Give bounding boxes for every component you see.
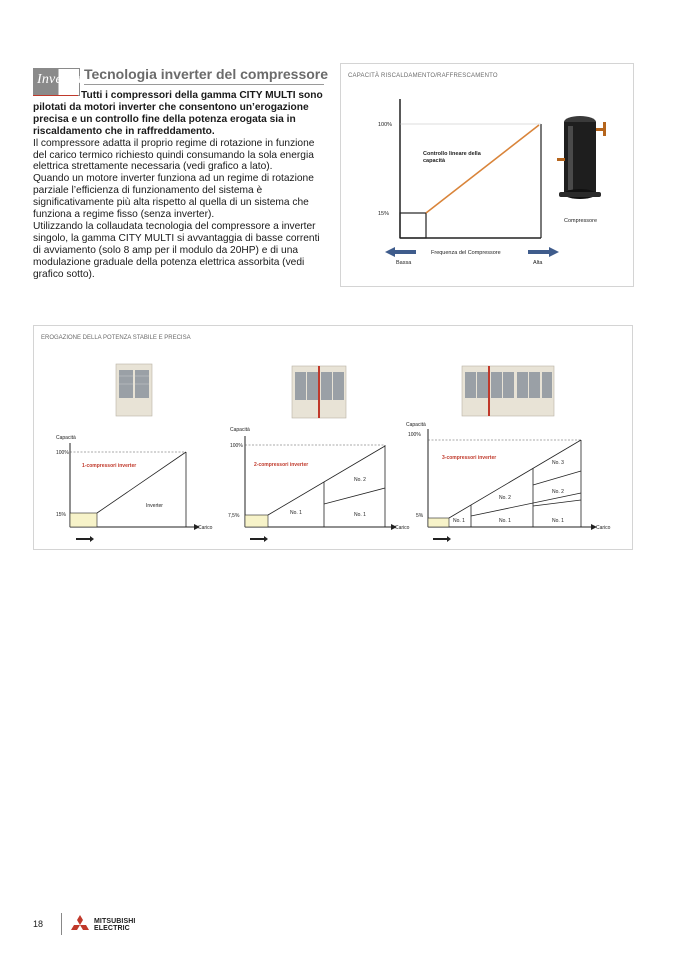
chart2-x-title: Carico <box>395 525 410 531</box>
left-arrow-icon <box>385 247 416 257</box>
chart2-series-label: 2-compressori inverter <box>254 462 309 468</box>
outdoor-unit-2-image <box>292 366 346 418</box>
power-output-diagram <box>34 326 632 549</box>
chart3-zone-1c: No. 1 <box>552 518 564 524</box>
capacity-diagram <box>341 64 633 286</box>
intro-paragraph-2: Quando un motore inverter funziona ad un regime di rotazione parziale l’efficienza di funzionamento del sistema è significativamente più alta rispetto al quella di un sistema che funziona a regime fisso (senza inverter). <box>33 173 314 221</box>
chart1-y-title: Capacità <box>56 435 76 441</box>
min-capacity-zone <box>400 213 426 238</box>
brand-name <box>94 918 135 932</box>
label-high: Alta <box>533 260 543 266</box>
compressor-label: Compressore <box>564 218 598 224</box>
label-low: Bassa <box>396 260 412 266</box>
chart1-x-title: Carico <box>198 525 213 531</box>
line-label-1: Controllo lineare della <box>423 151 481 157</box>
intro-paragraph-3: Utilizzando la collaudata tecnologia del compressore a inverter singolo, la gamma CITY MULTI si avvantaggia di basse correnti di avviamento (solo 8 amp per il modulo da 20HP) e di una modulazione graduale della potenza elettrica assorbita (vedi grafico sotto). <box>33 220 320 280</box>
brand-line-1: MITSUBISHI <box>94 918 136 925</box>
chart3-zone-2b: No. 2 <box>552 489 564 495</box>
chart1-label-100: 100% <box>56 450 69 456</box>
intro-paragraph-1: Il compressore adatta il proprio regime di rotazione in funzione del carico termico richiesto quindi consumando la sola energia elettrica strettamente necessaria (vedi grafico a lato). <box>33 137 315 173</box>
label-15: 15% <box>378 211 390 217</box>
chart3-label-100: 100% <box>408 432 421 438</box>
output-caption: EROGAZIONE DELLA POTENZA STABILE E PRECISA <box>41 335 191 341</box>
chart3-diagonal <box>449 440 581 518</box>
chart1-min-zone <box>70 513 97 527</box>
chart1-load-arrow-icon <box>76 536 94 542</box>
intro-text <box>33 90 328 281</box>
capacity-caption: CAPACITÀ RISCALDAMENTO/RAFFRESCAMENTO <box>348 73 498 79</box>
power-output-panel <box>33 325 633 550</box>
inverter-logo-text: Inverter <box>37 72 84 87</box>
brand-line-2: ELECTRIC <box>94 925 130 932</box>
chart1-series-label: 1-compressori inverter <box>82 463 137 469</box>
chart2-zone-2: No. 2 <box>354 477 366 483</box>
chart2-min-zone <box>245 515 268 527</box>
chart2-zone-1a: No. 1 <box>290 510 302 516</box>
chart3-zone-1b: No. 1 <box>499 518 511 524</box>
chart3-split-line-3 <box>533 500 581 506</box>
chart2-split-line <box>324 488 385 504</box>
page-title: Tecnologia inverter del compressore <box>84 66 329 82</box>
page-number: 18 <box>33 919 44 929</box>
chart2-label-min: 7,5% <box>228 513 240 519</box>
chart3-series-label: 3-compressori inverter <box>442 455 497 461</box>
linear-control-line <box>426 125 539 213</box>
chart3-zone-1a: No. 1 <box>453 518 465 524</box>
chart1-zone-inverter: Inverter <box>146 503 163 509</box>
chart3-split-line-1 <box>471 493 581 516</box>
outdoor-unit-1-image <box>116 364 152 416</box>
chart3-zone-3: No. 3 <box>552 460 564 466</box>
chart2-label-100: 100% <box>230 443 243 449</box>
chart2-load-arrow-icon <box>250 536 268 542</box>
capacity-panel <box>340 63 634 287</box>
x-title: Frequenza del Compressore <box>431 250 501 256</box>
outdoor-unit-3-image <box>462 366 554 416</box>
chart3-y-title: Capacità <box>406 422 426 428</box>
line-label-2: capacità <box>423 158 446 164</box>
chart2-y-title: Capacità <box>230 427 250 433</box>
chart3-split-line-2 <box>533 471 581 485</box>
intro-bold: Tutti i compressori della gamma CITY MULTI sono pilotati da motori inverter che consentono un’erogazione precisa e un controllo fine della potenza erogata sia in riscaldamento che in raffreddamento. <box>33 90 323 137</box>
compressor-image <box>557 116 606 199</box>
chart2-zone-1b: No. 1 <box>354 512 366 518</box>
chart3-x-title: Carico <box>596 525 611 531</box>
chart1-label-min: 15% <box>56 512 67 518</box>
chart2-diagonal <box>268 446 385 515</box>
chart3-min-zone <box>428 518 449 527</box>
chart1-diagonal <box>97 452 186 513</box>
mitsubishi-logo-icon <box>69 915 91 934</box>
chart3-zone-2a: No. 2 <box>499 495 511 501</box>
chart3-label-min: 5% <box>416 513 424 519</box>
chart3-load-arrow-icon <box>433 536 451 542</box>
right-arrow-icon <box>528 247 559 257</box>
footer-separator <box>61 913 62 935</box>
title-rule <box>84 84 324 85</box>
label-100: 100% <box>378 122 393 128</box>
